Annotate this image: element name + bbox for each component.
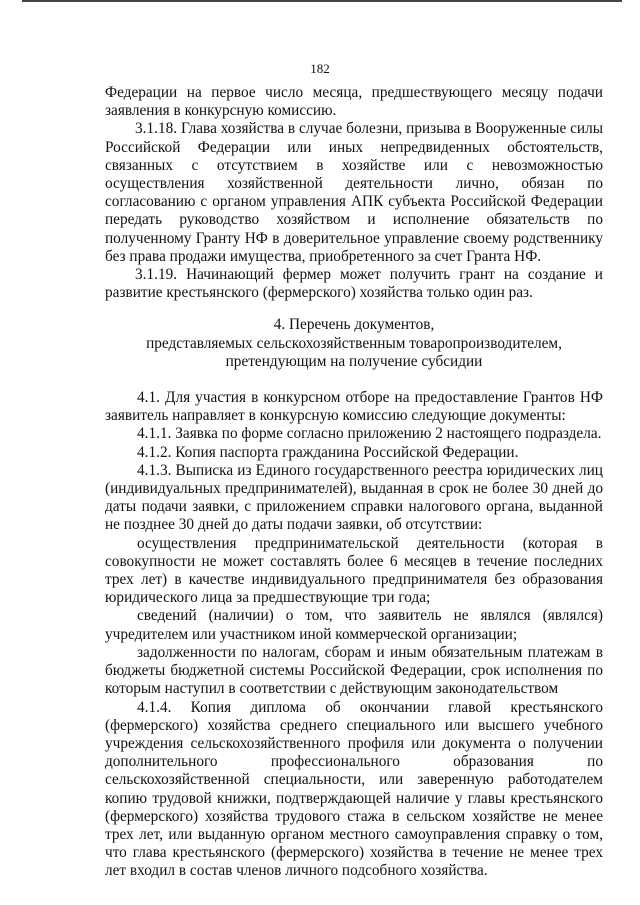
paragraph-4-1-1: 4.1.1. Заявка по форме согласно приложению 2 настоящего подраздела. bbox=[137, 425, 602, 443]
paragraph-4-1-2: 4.1.2. Копия паспорта гражданина Российской Федерации. bbox=[137, 443, 519, 461]
section-heading-line-2: представляемых сельскохозяйственным товаропроизводителем, bbox=[146, 334, 562, 352]
page-number: 182 bbox=[310, 61, 330, 76]
section-heading-line-3: претендующим на получение субсидии bbox=[225, 352, 483, 370]
list-item-founder-info: сведений (наличии) о том, что заявитель не являлся (являлся) учредителем или участником иной коммерческой организации; bbox=[105, 607, 603, 643]
section-heading-line-1: 4. Перечень документов, bbox=[273, 316, 435, 334]
paragraph-continuation: Федерации на первое число месяца, предшествующего месяцу подачи заявления в конкурсную комиссию. bbox=[105, 84, 603, 120]
paragraph-3-1-18: 3.1.18. Глава хозяйства в случае болезни, призыва в Вооруженные силы Российской Федерации или иных непредвиденных обстоятельств, связанных с отсутствием в хозяйстве или с невозможностью осуществления хозяйственной деятельности лично, обязан по согласованию с органом управления АПК субъекта Российской Федерации передать руководство хозяйством и исполнение обязательств по полученному Гранту НФ в доверительное управление своему родственнику без права продажи имущества, приобретенного за счет Гранта НФ. bbox=[105, 120, 603, 265]
list-item-entrepreneurship: осуществления предпринимательской деятельности (которая в совокупности не может составлять более 6 месяцев в течение последних трех лет) в качестве индивидуального предпринимателя без образования юридического лица за предшествующие три года; bbox=[105, 534, 603, 607]
paragraph-4-1: 4.1. Для участия в конкурсном отборе на предоставление Грантов НФ заявитель направляет в конкурсную комиссию следующие документы: bbox=[105, 389, 603, 425]
paragraph-3-1-19: 3.1.19. Начинающий фермер может получить грант на создание и развитие крестьянского (фермерского) хозяйства только один раз. bbox=[105, 266, 603, 302]
paragraph-4-1-4: 4.1.4. Копия диплома об окончании главой крестьянского (фермерского) хозяйства среднего специального или высшего учебного учреждения сельскохозяйственного профиля или документа о получении дополнительного профессионального образования по сельскохозяйственной специальности, или заверенную работодателем копию трудовой книжки, подтверждающей наличие у главы крестьянского (фермерского) хозяйства трудового стажа в сельском хозяйстве не менее трех лет, или выданную органом местного самоуправления справку о том, что глава крестьянского (фермерского) хозяйства в течение не менее трех лет входил в состав членов личного подсобного хозяйства. bbox=[105, 698, 603, 880]
document-body bbox=[105, 84, 603, 881]
top-border-line bbox=[22, 0, 622, 2]
section-heading bbox=[105, 316, 603, 371]
paragraph-4-1-3: 4.1.3. Выписка из Единого государственного реестра юридических лиц (индивидуальных предпринимателей), выданная в срок не более 30 дней до даты подачи заявки, с приложением справки налогового органа, выданной не позднее 30 дней до даты подачи заявки, об отсутствии: bbox=[105, 461, 603, 534]
list-item-tax-debt: задолженности по налогам, сборам и иным обязательным платежам в бюджеты бюджетной системы Российской Федерации, срок исполнения по которым наступил в соответствии с действующим законодательством bbox=[105, 643, 603, 698]
